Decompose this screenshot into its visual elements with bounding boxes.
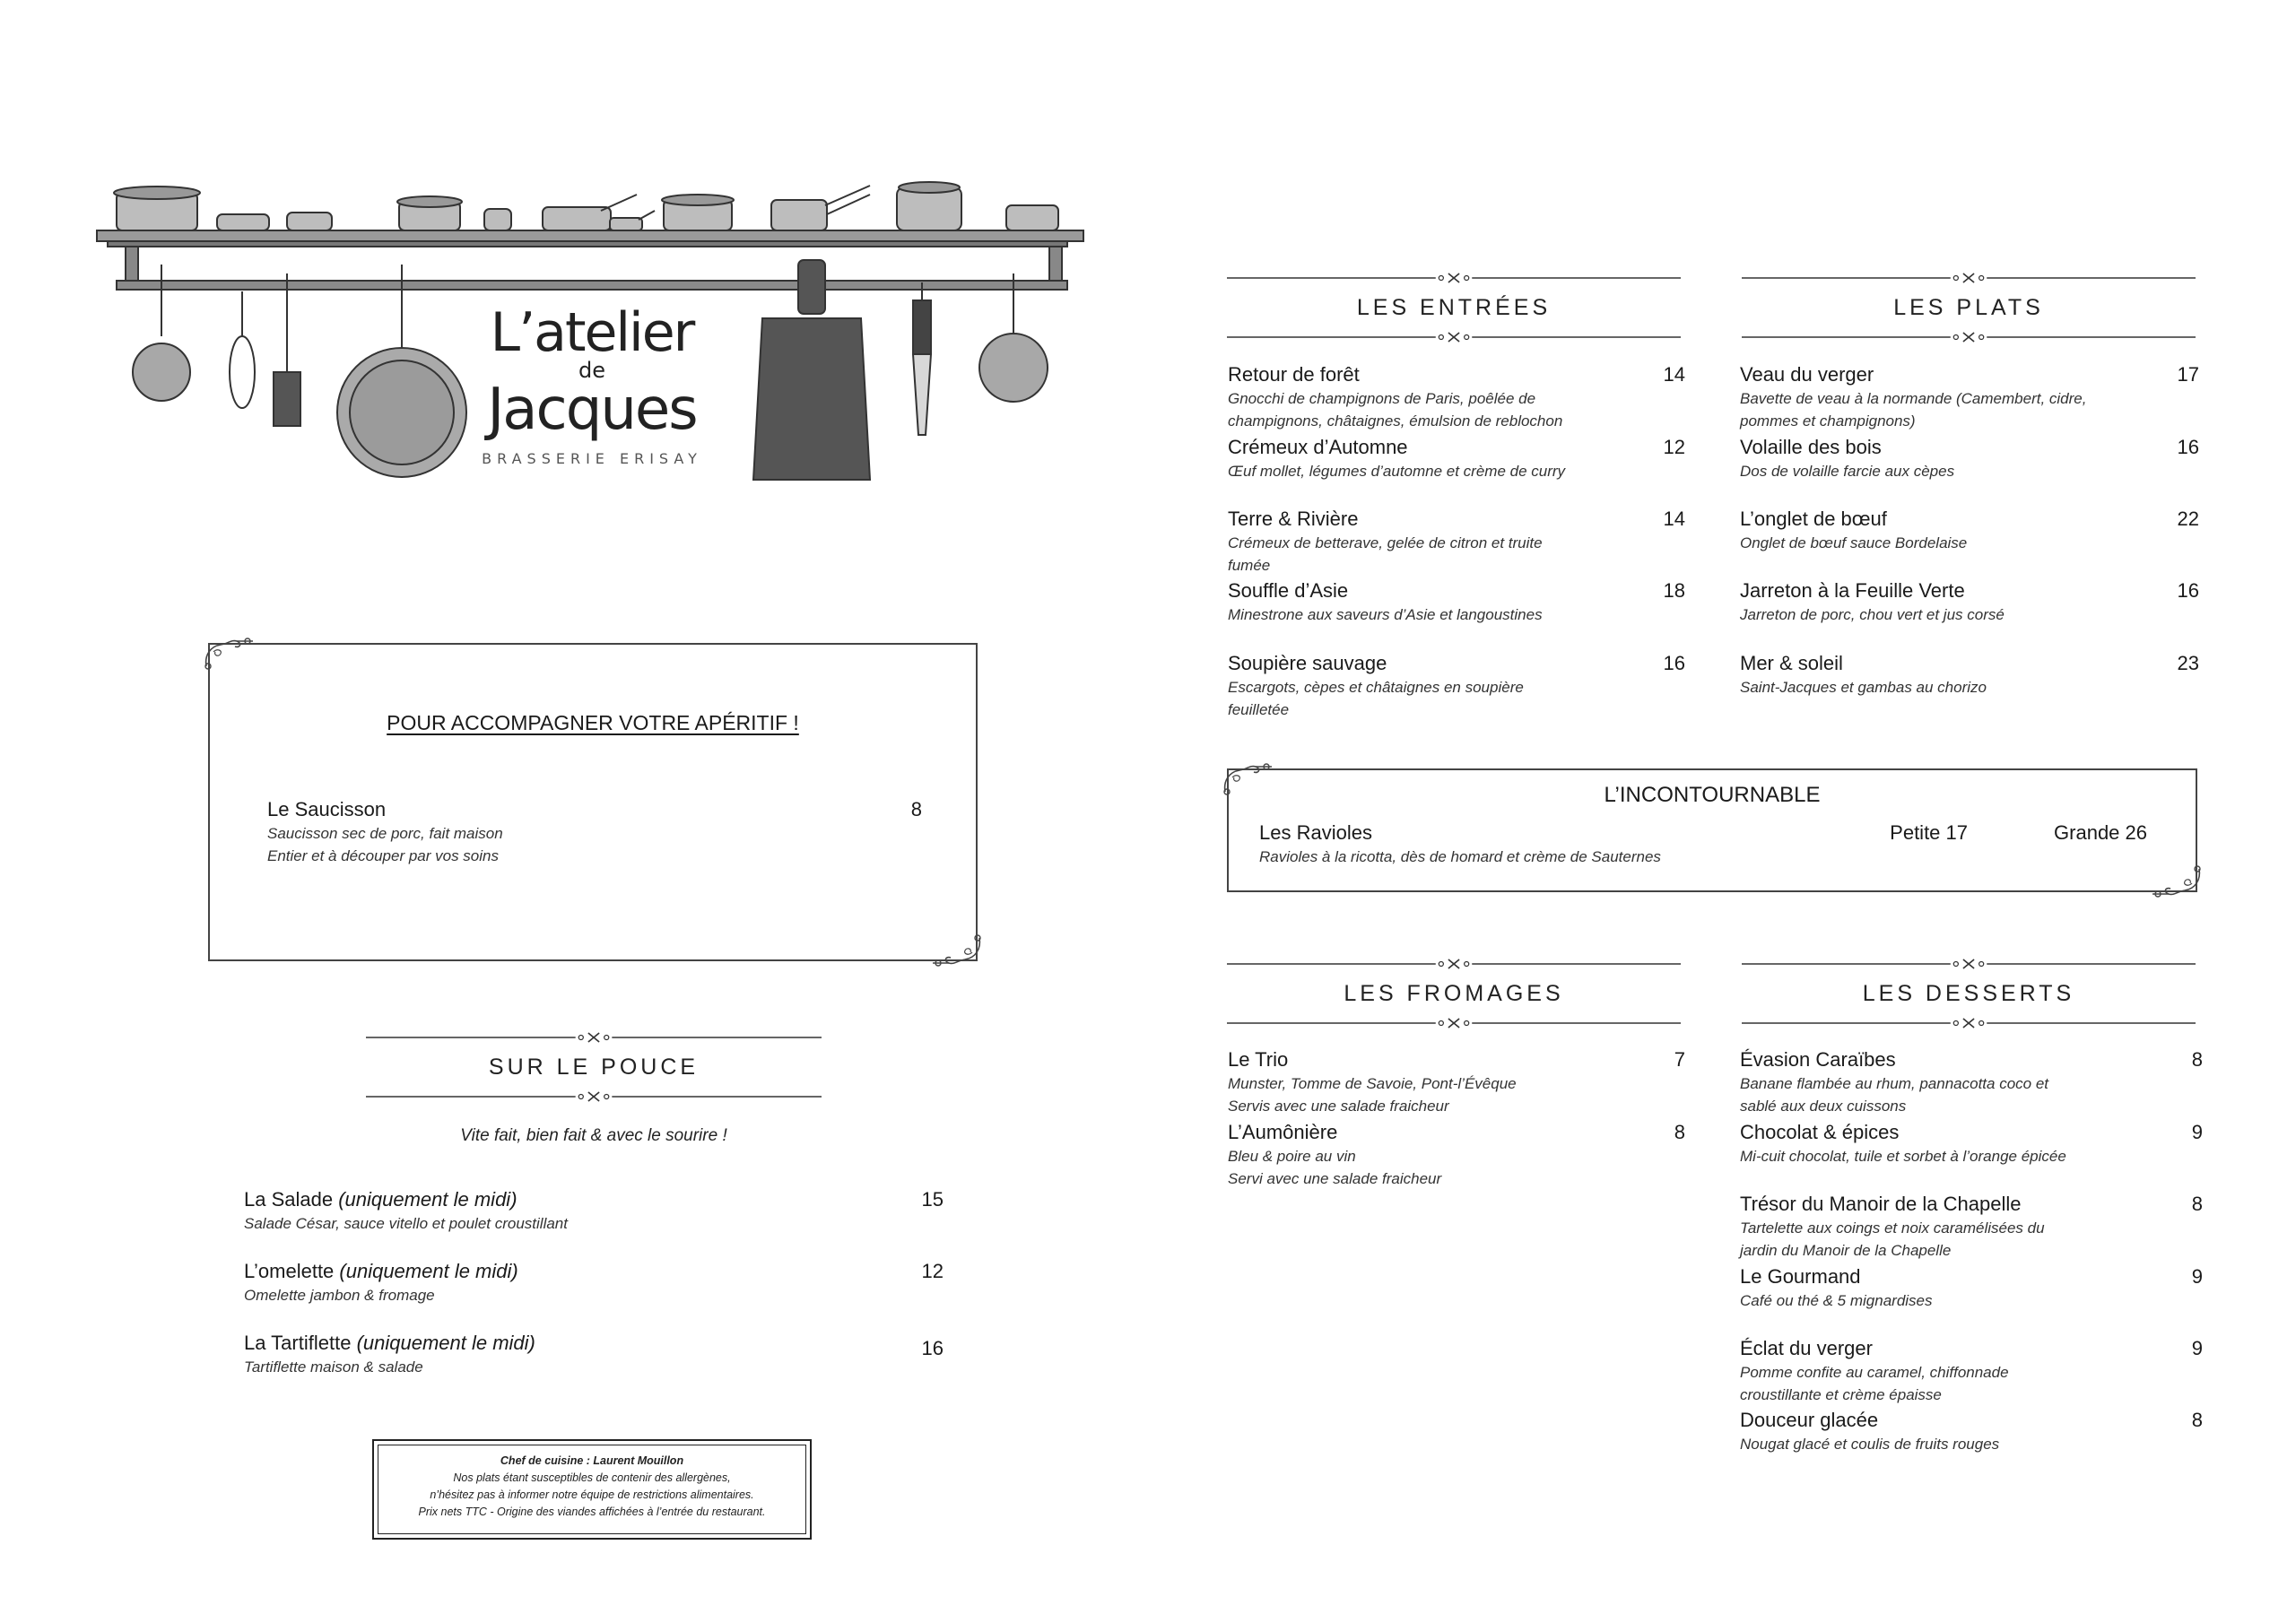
item-price: 12 — [921, 1260, 944, 1282]
ornament-rule — [1742, 272, 2196, 284]
item-description: Jarreton de porc, chou vert et jus corsé — [1740, 606, 2005, 623]
menu-item — [1228, 1047, 1685, 1117]
chef-info-box — [372, 1439, 812, 1540]
ornament-rule — [1742, 331, 2196, 343]
item-description: Nougat glacé et coulis de fruits rouges — [1740, 1436, 2000, 1453]
ornament-rule — [1742, 1017, 2196, 1029]
item-description: croustillante et crème épaisse — [1740, 1386, 1942, 1403]
menu-item — [1259, 820, 2156, 868]
ornament-rule — [1227, 331, 1681, 343]
item-name: Le Trio — [1228, 1048, 1289, 1071]
section-subtitle: Vite fait, bien fait & avec le sourire ! — [460, 1126, 727, 1145]
section-heading-pouce — [366, 1031, 822, 1103]
item-name: Crémeux d’Automne — [1228, 436, 1408, 458]
item-price: 9 — [2191, 1265, 2203, 1288]
section-title: LES PLATS — [1893, 295, 2044, 320]
item-description: Saucisson sec de porc, fait maison — [267, 825, 503, 842]
item-name: Éclat du verger — [1740, 1337, 1873, 1359]
item-description: champignons, châtaignes, émulsion de reblochon — [1228, 412, 1563, 430]
item-name: Soupière sauvage — [1228, 652, 1387, 674]
item-description: Munster, Tomme de Savoie, Pont-l’Évêque — [1228, 1075, 1517, 1092]
menu-item — [244, 1259, 944, 1306]
frame-corner-ornament — [201, 636, 255, 672]
allergen-note: n’hésitez pas à informer notre équipe de restrictions alimentaires. — [430, 1488, 754, 1501]
menu-item — [1740, 651, 2199, 699]
item-description: Onglet de bœuf sauce Bordelaise — [1740, 534, 1968, 551]
item-price: 8 — [2191, 1409, 2203, 1431]
item-price: 8 — [2191, 1048, 2203, 1071]
item-description: Dos de volaille farcie aux cèpes — [1740, 463, 1955, 480]
menu-item — [1740, 1120, 2203, 1167]
ornament-rule — [1227, 958, 1681, 970]
item-price: 14 — [1663, 508, 1685, 530]
item-description: Entier et à découper par vos soins — [267, 847, 499, 864]
item-description: Crémeux de betterave, gelée de citron et truite — [1228, 534, 1543, 551]
item-description: Mi-cuit chocolat, tuile et sorbet à l’orange épicée — [1740, 1148, 2066, 1165]
aperitif-title: POUR ACCOMPAGNER VOTRE APÉRITIF ! — [387, 711, 799, 734]
ornament-rule — [366, 1031, 822, 1044]
item-name: Chocolat & épices — [1740, 1121, 1900, 1143]
item-name: Trésor du Manoir de la Chapelle — [1740, 1193, 2022, 1215]
price-note: Prix nets TTC - Origine des viandes affichées à l’entrée du restaurant. — [418, 1506, 766, 1518]
item-price: 14 — [1663, 363, 1685, 386]
brand-name-de: de — [578, 358, 605, 383]
allergen-note: Nos plats étant susceptibles de contenir des allergènes, — [453, 1471, 731, 1484]
item-price: 16 — [2177, 579, 2199, 602]
brand-logo — [466, 301, 718, 467]
section-heading-plats — [1742, 272, 2196, 343]
brand-name-line1: L’atelier — [490, 301, 694, 364]
section-title: LES ENTRÉES — [1356, 295, 1552, 320]
item-description: Tartiflette maison & salade — [244, 1358, 423, 1376]
ornament-rule — [1227, 1017, 1681, 1029]
menu-item — [1740, 507, 2199, 554]
item-name: Les Ravioles — [1259, 821, 1372, 844]
item-name: Volaille des bois — [1740, 436, 1882, 458]
menu-item — [1740, 1192, 2203, 1262]
item-note: (uniquement le midi) — [356, 1332, 535, 1354]
item-price: 17 — [2177, 363, 2199, 386]
section-heading-desserts — [1742, 958, 2196, 1029]
item-note: (uniquement le midi) — [339, 1260, 518, 1282]
item-price: 15 — [921, 1188, 944, 1211]
item-price: 7 — [1674, 1048, 1685, 1071]
section-title: LES FROMAGES — [1344, 981, 1564, 1006]
item-price: 23 — [2177, 652, 2199, 674]
menu-item — [1740, 1047, 2203, 1117]
item-price: 16 — [2177, 436, 2199, 458]
item-name: L’omelette (uniquement le midi) — [244, 1260, 518, 1282]
brand-subtitle: BRASSERIE ERISAY — [482, 450, 702, 467]
menu-item — [1740, 435, 2199, 482]
item-name: Douceur glacée — [1740, 1409, 1879, 1431]
item-price: 16 — [1663, 652, 1685, 674]
item-name: Mer & soleil — [1740, 652, 1843, 674]
aperitif-box — [208, 643, 978, 961]
item-description: Omelette jambon & fromage — [244, 1287, 435, 1304]
frame-corner-ornament — [931, 933, 985, 968]
menu-item — [267, 797, 922, 867]
ornament-rule — [1227, 272, 1681, 284]
item-price: 18 — [1663, 579, 1685, 602]
menu-item — [1740, 1264, 2203, 1312]
menu-item — [244, 1187, 944, 1235]
item-description: Saint-Jacques et gambas au chorizo — [1740, 679, 1987, 696]
ornament-rule — [1742, 958, 2196, 970]
item-note: (uniquement le midi) — [338, 1188, 517, 1211]
menu-item — [1740, 1336, 2203, 1406]
item-name: Jarreton à la Feuille Verte — [1740, 579, 1965, 602]
item-description: Ravioles à la ricotta, dès de homard et crème de Sauternes — [1259, 848, 1661, 865]
item-description: Minestrone aux saveurs d’Asie et langoustines — [1228, 606, 1543, 623]
item-description: Œuf mollet, légumes d’automne et crème de curry — [1228, 463, 1566, 480]
frame-corner-ornament — [2151, 864, 2205, 899]
item-name: Le Gourmand — [1740, 1265, 1861, 1288]
item-description: Servi avec une salade fraicheur — [1228, 1170, 1442, 1187]
menu-item — [1228, 507, 1685, 577]
item-price: 8 — [2191, 1193, 2203, 1215]
item-description: sablé aux deux cuissons — [1740, 1098, 1907, 1115]
item-name: Terre & Rivière — [1228, 508, 1359, 530]
item-price: 12 — [1663, 436, 1685, 458]
item-description: feuilletée — [1228, 701, 1290, 718]
menu-item — [1228, 362, 1685, 432]
ornament-rule — [366, 1090, 822, 1103]
item-price-large: Grande 26 — [2054, 821, 2147, 844]
item-description: Café ou thé & 5 mignardises — [1740, 1292, 1933, 1309]
item-name: Veau du verger — [1740, 363, 1874, 386]
item-name: Retour de forêt — [1228, 363, 1360, 386]
menu-item — [1740, 1408, 2203, 1455]
incontournable-box — [1227, 768, 2197, 892]
item-price: 9 — [2191, 1121, 2203, 1143]
brand-name-line2: Jacques — [487, 377, 697, 443]
chef-name: Chef de cuisine : Laurent Mouillon — [500, 1454, 684, 1467]
section-heading-fromages — [1227, 958, 1681, 1029]
item-price: 8 — [1674, 1121, 1685, 1143]
item-description: Bavette de veau à la normande (Camembert, cidre, — [1740, 390, 2087, 407]
item-name: Souffle d’Asie — [1228, 579, 1349, 602]
item-price: 22 — [2177, 508, 2199, 530]
item-name: Le Saucisson — [267, 798, 387, 820]
item-description: Tartelette aux coings et noix caramélisées du — [1740, 1219, 2045, 1237]
item-description: Banane flambée au rhum, pannacotta coco et — [1740, 1075, 2049, 1092]
item-name: Évasion Caraïbes — [1740, 1048, 1896, 1071]
item-price: 8 — [910, 798, 922, 820]
item-name: L’Aumônière — [1228, 1121, 1338, 1143]
section-title: SUR LE POUCE — [488, 1055, 700, 1080]
item-description: Pomme confite au caramel, chiffonnade — [1740, 1364, 2009, 1381]
item-description: Salade César, sauce vitello et poulet croustillant — [244, 1215, 568, 1232]
menu-item — [1228, 1120, 1685, 1190]
item-price: 16 — [921, 1337, 944, 1359]
item-name: La Tartiflette (uniquement le midi) — [244, 1332, 535, 1354]
item-description: Gnocchi de champignons de Paris, poêlée de — [1228, 390, 1536, 407]
item-description: jardin du Manoir de la Chapelle — [1740, 1242, 1952, 1259]
menu-item — [1228, 651, 1685, 721]
section-title: LES DESSERTS — [1862, 981, 2075, 1006]
menu-item — [1740, 578, 2199, 626]
item-name: La Salade (uniquement le midi) — [244, 1188, 517, 1211]
item-price-small: Petite 17 — [1890, 821, 1968, 844]
item-description: Servis avec une salade fraicheur — [1228, 1098, 1449, 1115]
item-description: Bleu & poire au vin — [1228, 1148, 1356, 1165]
menu-item — [1228, 435, 1685, 482]
item-price: 9 — [2191, 1337, 2203, 1359]
menu-item — [1228, 578, 1685, 626]
menu-item — [244, 1331, 944, 1378]
item-description: Escargots, cèpes et châtaignes en soupière — [1228, 679, 1524, 696]
item-name: L’onglet de bœuf — [1740, 508, 1887, 530]
item-description: fumée — [1228, 557, 1271, 574]
item-description: pommes et champignons) — [1740, 412, 1916, 430]
incontournable-title: L’INCONTOURNABLE — [1604, 783, 1821, 807]
menu-item — [1740, 362, 2199, 432]
section-heading-entrees — [1227, 272, 1681, 343]
